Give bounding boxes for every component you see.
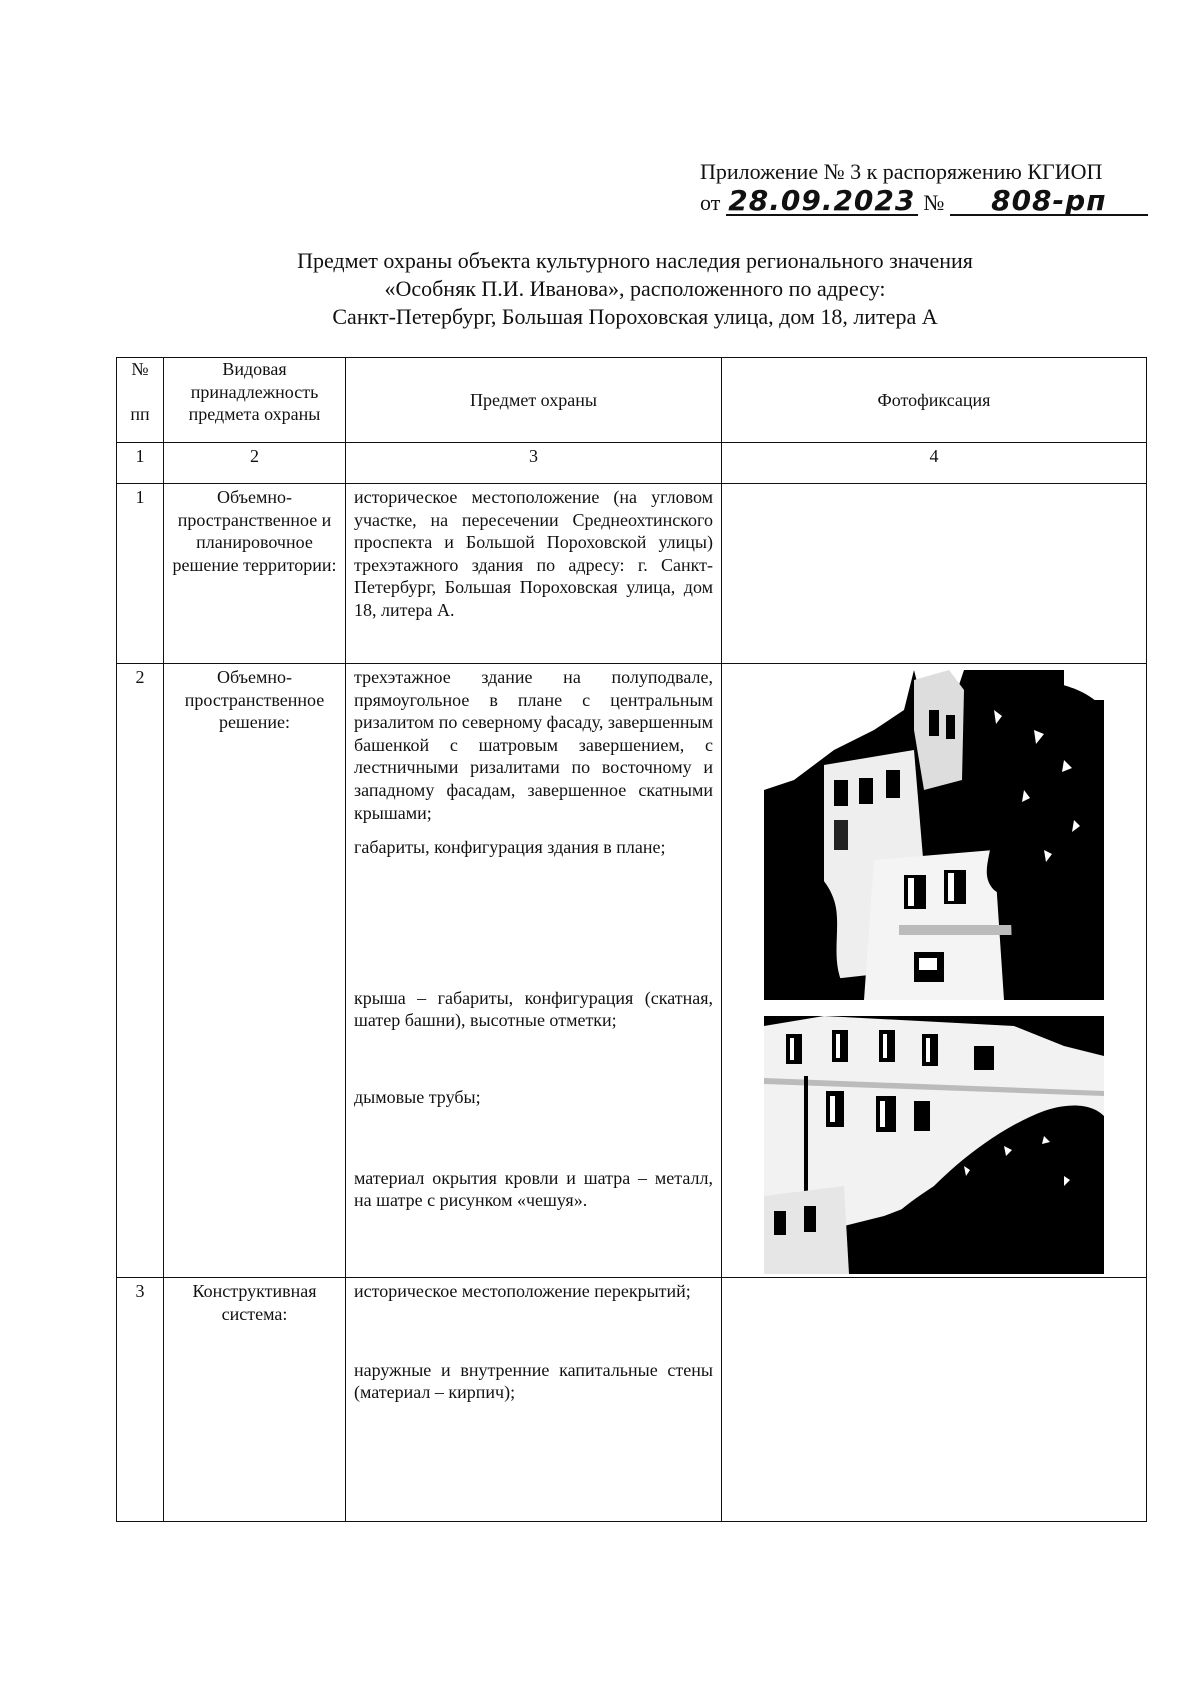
row-number: 2: [117, 664, 164, 1278]
number-sign: №: [923, 190, 945, 215]
table-row: [117, 484, 1147, 664]
row-number: 1: [117, 484, 164, 664]
row-photo-empty: [722, 1278, 1147, 1522]
document-title: [120, 247, 1150, 331]
header-number: № пп: [117, 358, 164, 443]
subject-item: историческое местоположение перекрытий;: [354, 1281, 691, 1301]
table-header-row: [117, 358, 1147, 443]
row-type: Конструктивная система:: [164, 1278, 346, 1522]
header-subject: Предмет охраны: [346, 358, 722, 443]
column-numbers-row: [117, 443, 1147, 484]
column-number: 1: [117, 443, 164, 484]
column-number: 3: [346, 443, 722, 484]
subject-item: трехэтажное здание на полуподвале, прямоугольное в плане с центральным ризалитом по северному фасаду, завершенным башенкой с шатровым завершением, с лестничными ризалитами по восточному и западному фасадам, завершенное скатными крышами;: [354, 667, 713, 823]
row-subject: [346, 1278, 722, 1522]
subject-item: историческое местоположение (на угловом участке, на пересечении Среднеохтинского проспекта и Большой Пороховской улицы) трехэтажного здания по адресу: г. Санкт-Петербург, Большая Пороховская улица, дом 18, литера А.: [354, 487, 713, 620]
title-line-1: Предмет охраны объекта культурного наследия регионального значения: [297, 248, 973, 273]
subject-item: наружные и внутренние капитальные стены (материал – кирпич);: [354, 1359, 713, 1403]
appendix-header: [700, 158, 1160, 217]
subject-item: дымовые трубы;: [354, 1086, 481, 1107]
column-number: 4: [722, 443, 1147, 484]
title-line-2: «Особняк П.И. Иванова», расположенного по адресу:: [384, 276, 886, 301]
subject-item: крыша – габариты, конфигурация (скатная, шатер башни), высотные отметки;: [354, 987, 713, 1031]
protection-subject-table: [116, 357, 1147, 1522]
row-number: 3: [117, 1278, 164, 1522]
row-photo-empty: [722, 484, 1147, 664]
appendix-line: Приложение № 3 к распоряжению КГИОП: [700, 159, 1103, 184]
row-subject: [346, 664, 722, 1278]
handwritten-date: 28.09.2023: [726, 188, 918, 216]
row-type: Объемно-пространственное решение:: [164, 664, 346, 1278]
building-photo-tower: [764, 670, 1104, 1000]
handwritten-number: 808-рп: [950, 188, 1148, 216]
header-type: Видовая принадлежность предмета охраны: [164, 358, 346, 443]
subject-item: габариты, конфигурация здания в плане;: [354, 837, 666, 858]
title-line-3: Санкт-Петербург, Большая Пороховская улица, дом 18, литера А: [332, 304, 938, 329]
row-type: Объемно-пространственное и планировочное решение территории:: [164, 484, 346, 664]
building-photo-facade: [764, 1016, 1104, 1274]
appendix-date-line: [700, 184, 1160, 217]
row-photos: [722, 664, 1147, 1278]
column-number: 2: [164, 443, 346, 484]
from-label: от: [700, 190, 721, 215]
row-subject: [346, 484, 722, 664]
header-photo: Фотофиксация: [722, 358, 1147, 443]
subject-item: материал окрытия кровли и шатра – металл, на шатре с рисунком «чешуя».: [354, 1167, 713, 1211]
table-row: [117, 664, 1147, 1278]
table-row: [117, 1278, 1147, 1522]
